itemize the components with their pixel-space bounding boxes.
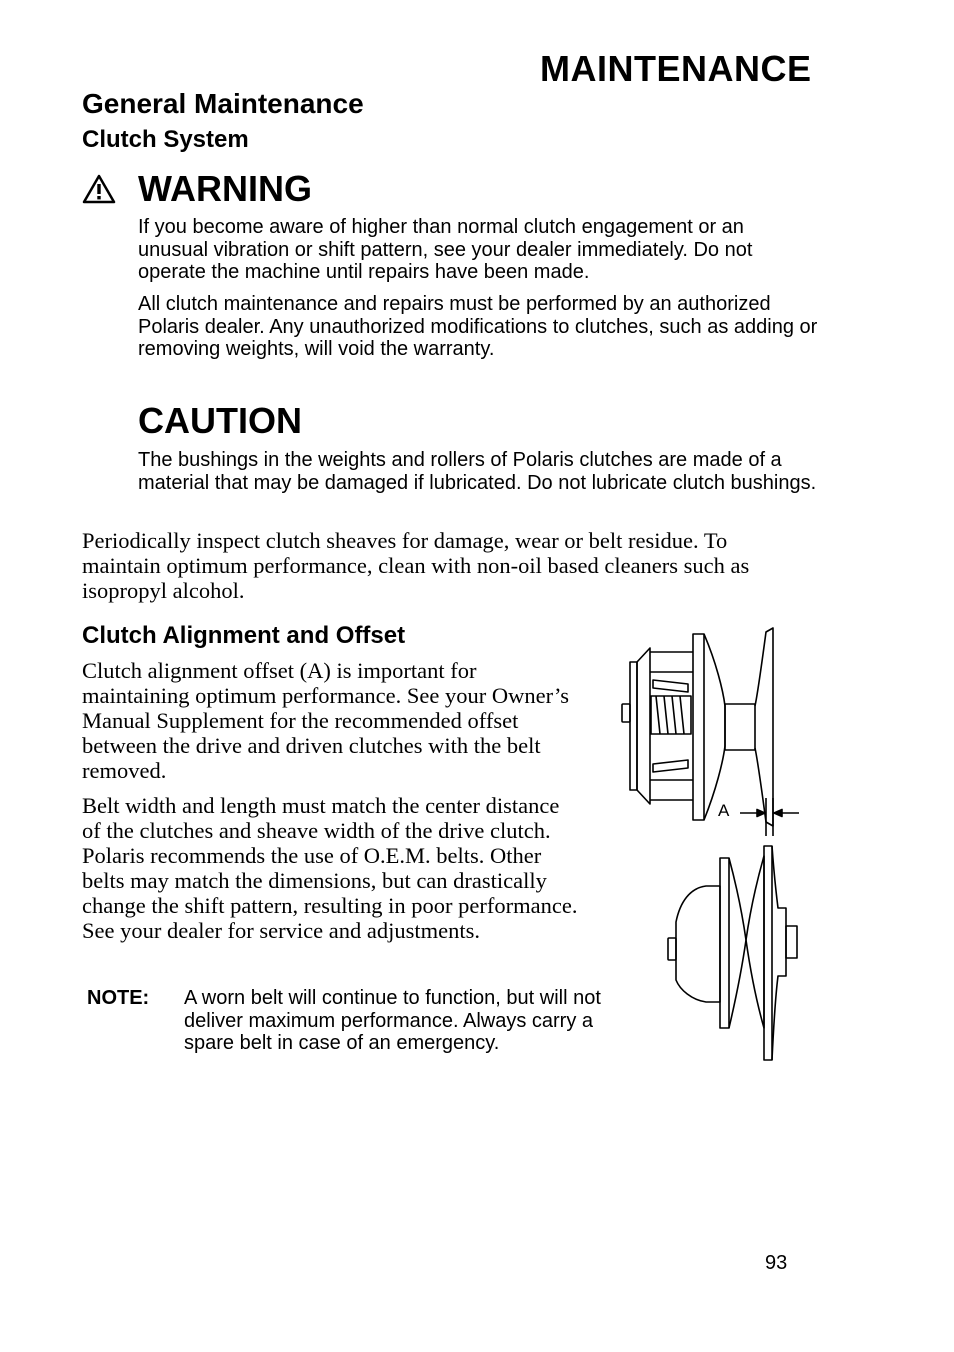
warning-paragraph-2: All clutch maintenance and repairs must be performed by an authorized Polaris dealer. Any unauthorized modifications to clutches, such as adding or removing weights, will void the warranty. [138, 293, 818, 360]
caution-label: CAUTION [138, 400, 302, 441]
note-text: A worn belt will continue to function, but will not deliver maximum performance. Always carry a spare belt in case of an emergency. [184, 987, 601, 1054]
alignment-paragraph-2: Belt width and length must match the center distance of the clutches and sheave width of the drive clutch. Polaris recommends the use of O.E.M. belts. Other belts may match the dimensions, but can drastically change the shift pattern, resulting in poor performance. See your dealer for service and adjustments. [82, 793, 578, 943]
warning-triangle-icon [82, 174, 116, 204]
page-number: 93 [765, 1252, 788, 1274]
note-label: NOTE: [87, 987, 150, 1009]
warning-paragraph-1: If you become aware of higher than normal clutch engagement or an unusual vibration or shift pattern, see your dealer immediately. Do not operate the machine until repairs have been made. [138, 216, 753, 283]
body-paragraph: Periodically inspect clutch sheaves for damage, wear or belt residue. To maintain optimum performance, clean with non-oil based cleaners such as isopropyl alcohol. [82, 528, 750, 603]
alignment-paragraph-1: Clutch alignment offset (A) is important for maintaining optimum performance. See your Owner’s Manual Supplement for the recommended offset between the drive and driven clutches with the belt removed. [82, 658, 569, 783]
alignment-heading: Clutch Alignment and Offset [82, 622, 406, 649]
page-title: MAINTENANCE [540, 48, 812, 89]
warning-label: WARNING [138, 168, 312, 209]
clutch-offset-diagram [608, 622, 818, 1072]
warning-header [82, 168, 312, 210]
offset-label: A [718, 801, 730, 820]
section-heading: General Maintenance [82, 88, 364, 119]
caution-paragraph: The bushings in the weights and rollers of Polaris clutches are made of a material that may be damaged if lubricated. Do not lubricate clutch bushings. [138, 449, 817, 494]
subsection-heading: Clutch System [82, 126, 249, 153]
